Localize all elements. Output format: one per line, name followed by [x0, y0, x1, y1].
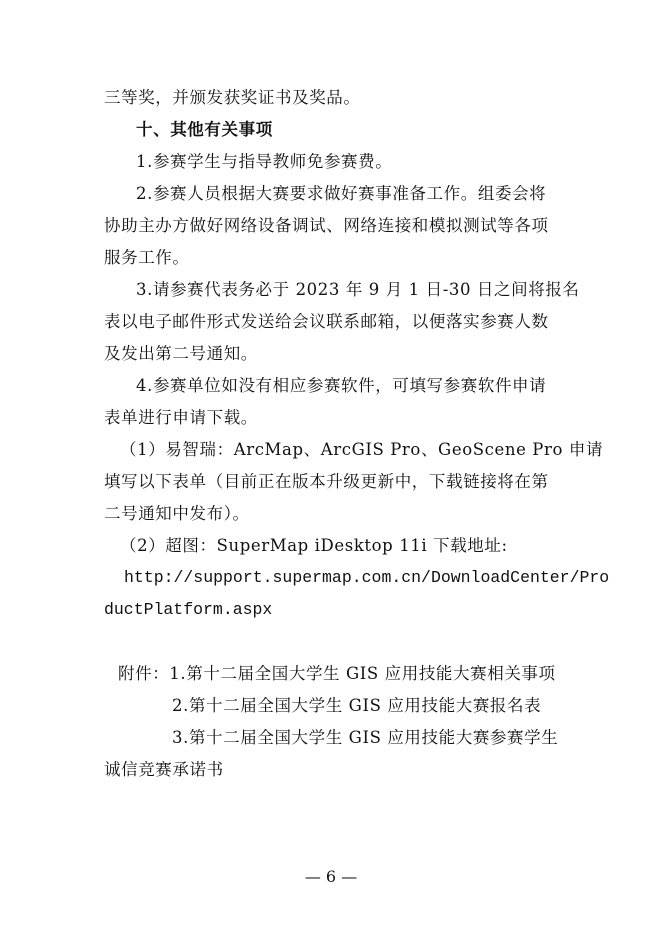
download-link-part-1[interactable]: http://support.supermap.com.cn/DownloadCenter/Pro — [124, 568, 610, 587]
attachment-line-3a: 3.第十二届全国大学生 GIS 应用技能大赛参赛学生 — [172, 728, 559, 747]
attachment-line-3b: 诚信竞赛承诺书 — [104, 760, 224, 779]
text-line-item-3c: 及发出第二号通知。 — [104, 344, 258, 363]
text-line-award: 三等奖，并颁发获奖证书及奖品。 — [104, 88, 361, 107]
text-line-esri-a: （1）易智瑞：ArcMap、ArcGIS Pro、GeoScene Pro 申请 — [120, 440, 604, 459]
text-line-item-3b: 表以电子邮件形式发送给会议联系邮箱，以便落实参赛人数 — [104, 312, 549, 331]
page-number: — 6 — — [304, 867, 358, 886]
text-line-item-2c: 服务工作。 — [104, 248, 190, 267]
text-line-esri-b: 填写以下表单（目前正在版本升级更新中，下载链接将在第 — [104, 472, 549, 491]
text-line-item-3a: 3.请参赛代表务必于 2023 年 9 月 1 日-30 日之间将报名 — [136, 280, 580, 299]
text-line-supermap: （2）超图：SuperMap iDesktop 11i 下载地址: — [120, 536, 508, 555]
text-line-item-2a: 2.参赛人员根据大赛要求做好赛事准备工作。组委会将 — [136, 184, 547, 203]
text-line-item-4b: 表单进行申请下载。 — [104, 408, 258, 427]
download-link-part-2[interactable]: ductPlatform.aspx — [104, 600, 273, 619]
section-heading-other-matters: 十、其他有关事项 — [136, 120, 273, 139]
attachment-line-2: 2.第十二届全国大学生 GIS 应用技能大赛报名表 — [172, 696, 542, 715]
text-line-item-4a: 4.参赛单位如没有相应参赛软件，可填写参赛软件申请 — [136, 376, 547, 395]
text-line-item-2b: 协助主办方做好网络设备调试、网络连接和模拟测试等各项 — [104, 216, 549, 235]
attachment-line-1: 附件：1.第十二届全国大学生 GIS 应用技能大赛相关事项 — [118, 664, 556, 683]
text-line-esri-c: 二号通知中发布）。 — [104, 504, 250, 523]
text-line-item-1: 1.参赛学生与指导教师免参赛费。 — [136, 152, 393, 171]
